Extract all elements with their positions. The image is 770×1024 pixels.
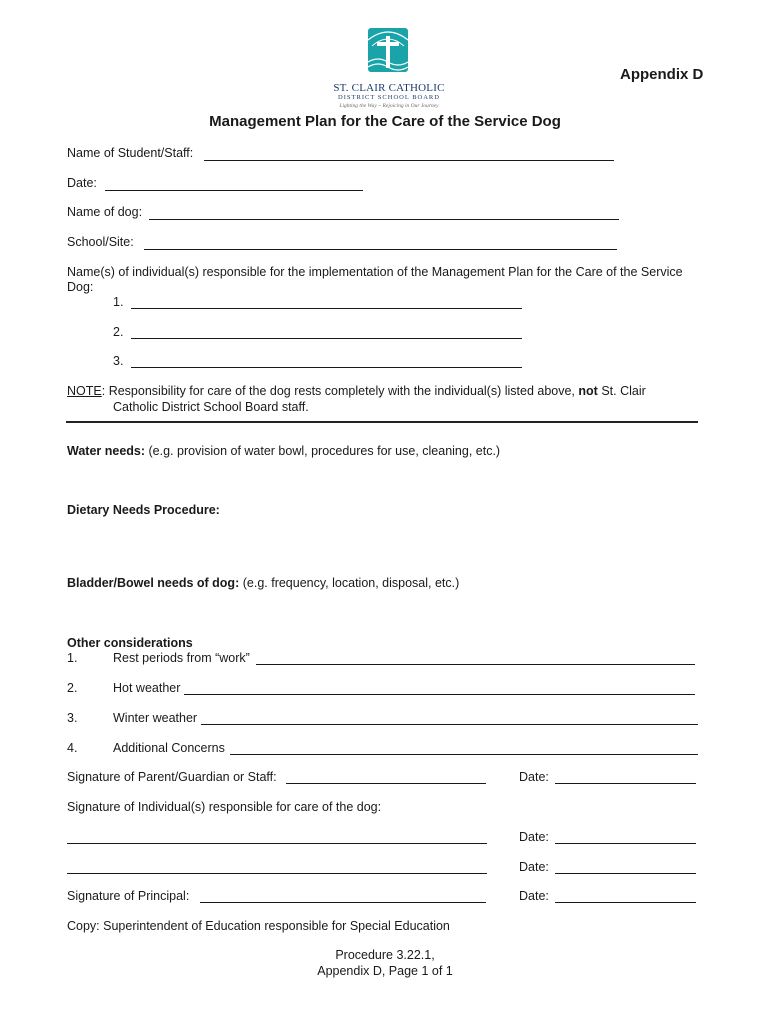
individual-date-label-1: Date: [519, 830, 549, 844]
dog-name-label: Name of dog: [67, 205, 143, 219]
principal-signature-field[interactable] [200, 902, 486, 903]
note-text: NOTE: Responsibility for care of the dog rests completely with the individual(s) listed above, not St. Clair [67, 384, 646, 398]
winter-weather-field[interactable] [201, 724, 698, 725]
other-num-2: 2. [67, 681, 78, 695]
other-considerations-heading: Other considerations [67, 636, 193, 650]
logo-subtitle: DISTRICT SCHOOL BOARD [338, 94, 440, 101]
school-label: School/Site: [67, 235, 134, 249]
footer-procedure: Procedure 3.22.1, [335, 948, 435, 962]
page-title: Management Plan for the Care of the Service Dog [209, 113, 561, 130]
section-divider [66, 421, 698, 423]
individual-date-field-1[interactable] [555, 843, 696, 844]
individuals-signature-label: Signature of Individual(s) responsible for care of the dog: [67, 800, 382, 814]
responsible-field-1[interactable] [131, 308, 522, 309]
cross-emblem-icon [330, 22, 448, 82]
additional-concerns-field[interactable] [230, 754, 698, 755]
note-emphasis: not [578, 384, 598, 398]
individual-signature-field-1[interactable] [67, 843, 487, 844]
responsible-label-cont: Dog: [67, 280, 94, 294]
other-num-1: 1. [67, 651, 78, 665]
other-label-1: Rest periods from “work” [113, 651, 250, 665]
note-text-cont: Catholic District School Board staff. [113, 400, 309, 414]
principal-date-label: Date: [519, 889, 549, 903]
principal-date-field[interactable] [555, 902, 696, 903]
appendix-label: Appendix D [620, 66, 704, 83]
principal-signature-label: Signature of Principal: [67, 889, 190, 903]
responsible-num-1: 1. [113, 295, 124, 309]
copy-note: Copy: Superintendent of Education responsible for Special Education [67, 919, 450, 933]
note-label: NOTE [67, 384, 102, 398]
logo-tagline: Lighting the Way ~ Rejoicing in Our Journey [339, 103, 439, 109]
other-num-4: 4. [67, 741, 78, 755]
school-field[interactable] [144, 249, 617, 250]
hot-weather-field[interactable] [184, 694, 695, 695]
rest-periods-field[interactable] [256, 664, 695, 665]
responsible-label: Name(s) of individual(s) responsible for the implementation of the Management Plan for the Care of the Service [67, 265, 683, 279]
responsible-num-3: 3. [113, 354, 124, 368]
responsible-num-2: 2. [113, 325, 124, 339]
other-label-4: Additional Concerns [113, 741, 225, 755]
responsible-field-2[interactable] [131, 338, 522, 339]
dog-name-field[interactable] [149, 219, 619, 220]
student-field[interactable] [204, 160, 614, 161]
individual-date-field-2[interactable] [555, 873, 696, 874]
responsible-field-3[interactable] [131, 367, 522, 368]
bladder-heading: Bladder/Bowel needs of dog: (e.g. frequency, location, disposal, etc.) [67, 576, 460, 590]
footer-page: Appendix D, Page 1 of 1 [317, 964, 453, 978]
parent-signature-field[interactable] [286, 783, 486, 784]
parent-signature-label: Signature of Parent/Guardian or Staff: [67, 770, 277, 784]
parent-date-field[interactable] [555, 783, 696, 784]
school-board-logo [330, 22, 448, 112]
parent-date-label: Date: [519, 770, 549, 784]
date-label: Date: [67, 176, 97, 190]
dietary-heading: Dietary Needs Procedure: [67, 503, 220, 517]
individual-date-label-2: Date: [519, 860, 549, 874]
other-label-3: Winter weather [113, 711, 198, 725]
student-label: Name of Student/Staff: [67, 146, 194, 160]
other-label-2: Hot weather [113, 681, 181, 695]
date-field[interactable] [105, 190, 363, 191]
water-needs-heading: Water needs: (e.g. provision of water bowl, procedures for use, cleaning, etc.) [67, 444, 501, 458]
logo-name: ST. CLAIR CATHOLIC [333, 82, 445, 94]
other-num-3: 3. [67, 711, 78, 725]
individual-signature-field-2[interactable] [67, 873, 487, 874]
